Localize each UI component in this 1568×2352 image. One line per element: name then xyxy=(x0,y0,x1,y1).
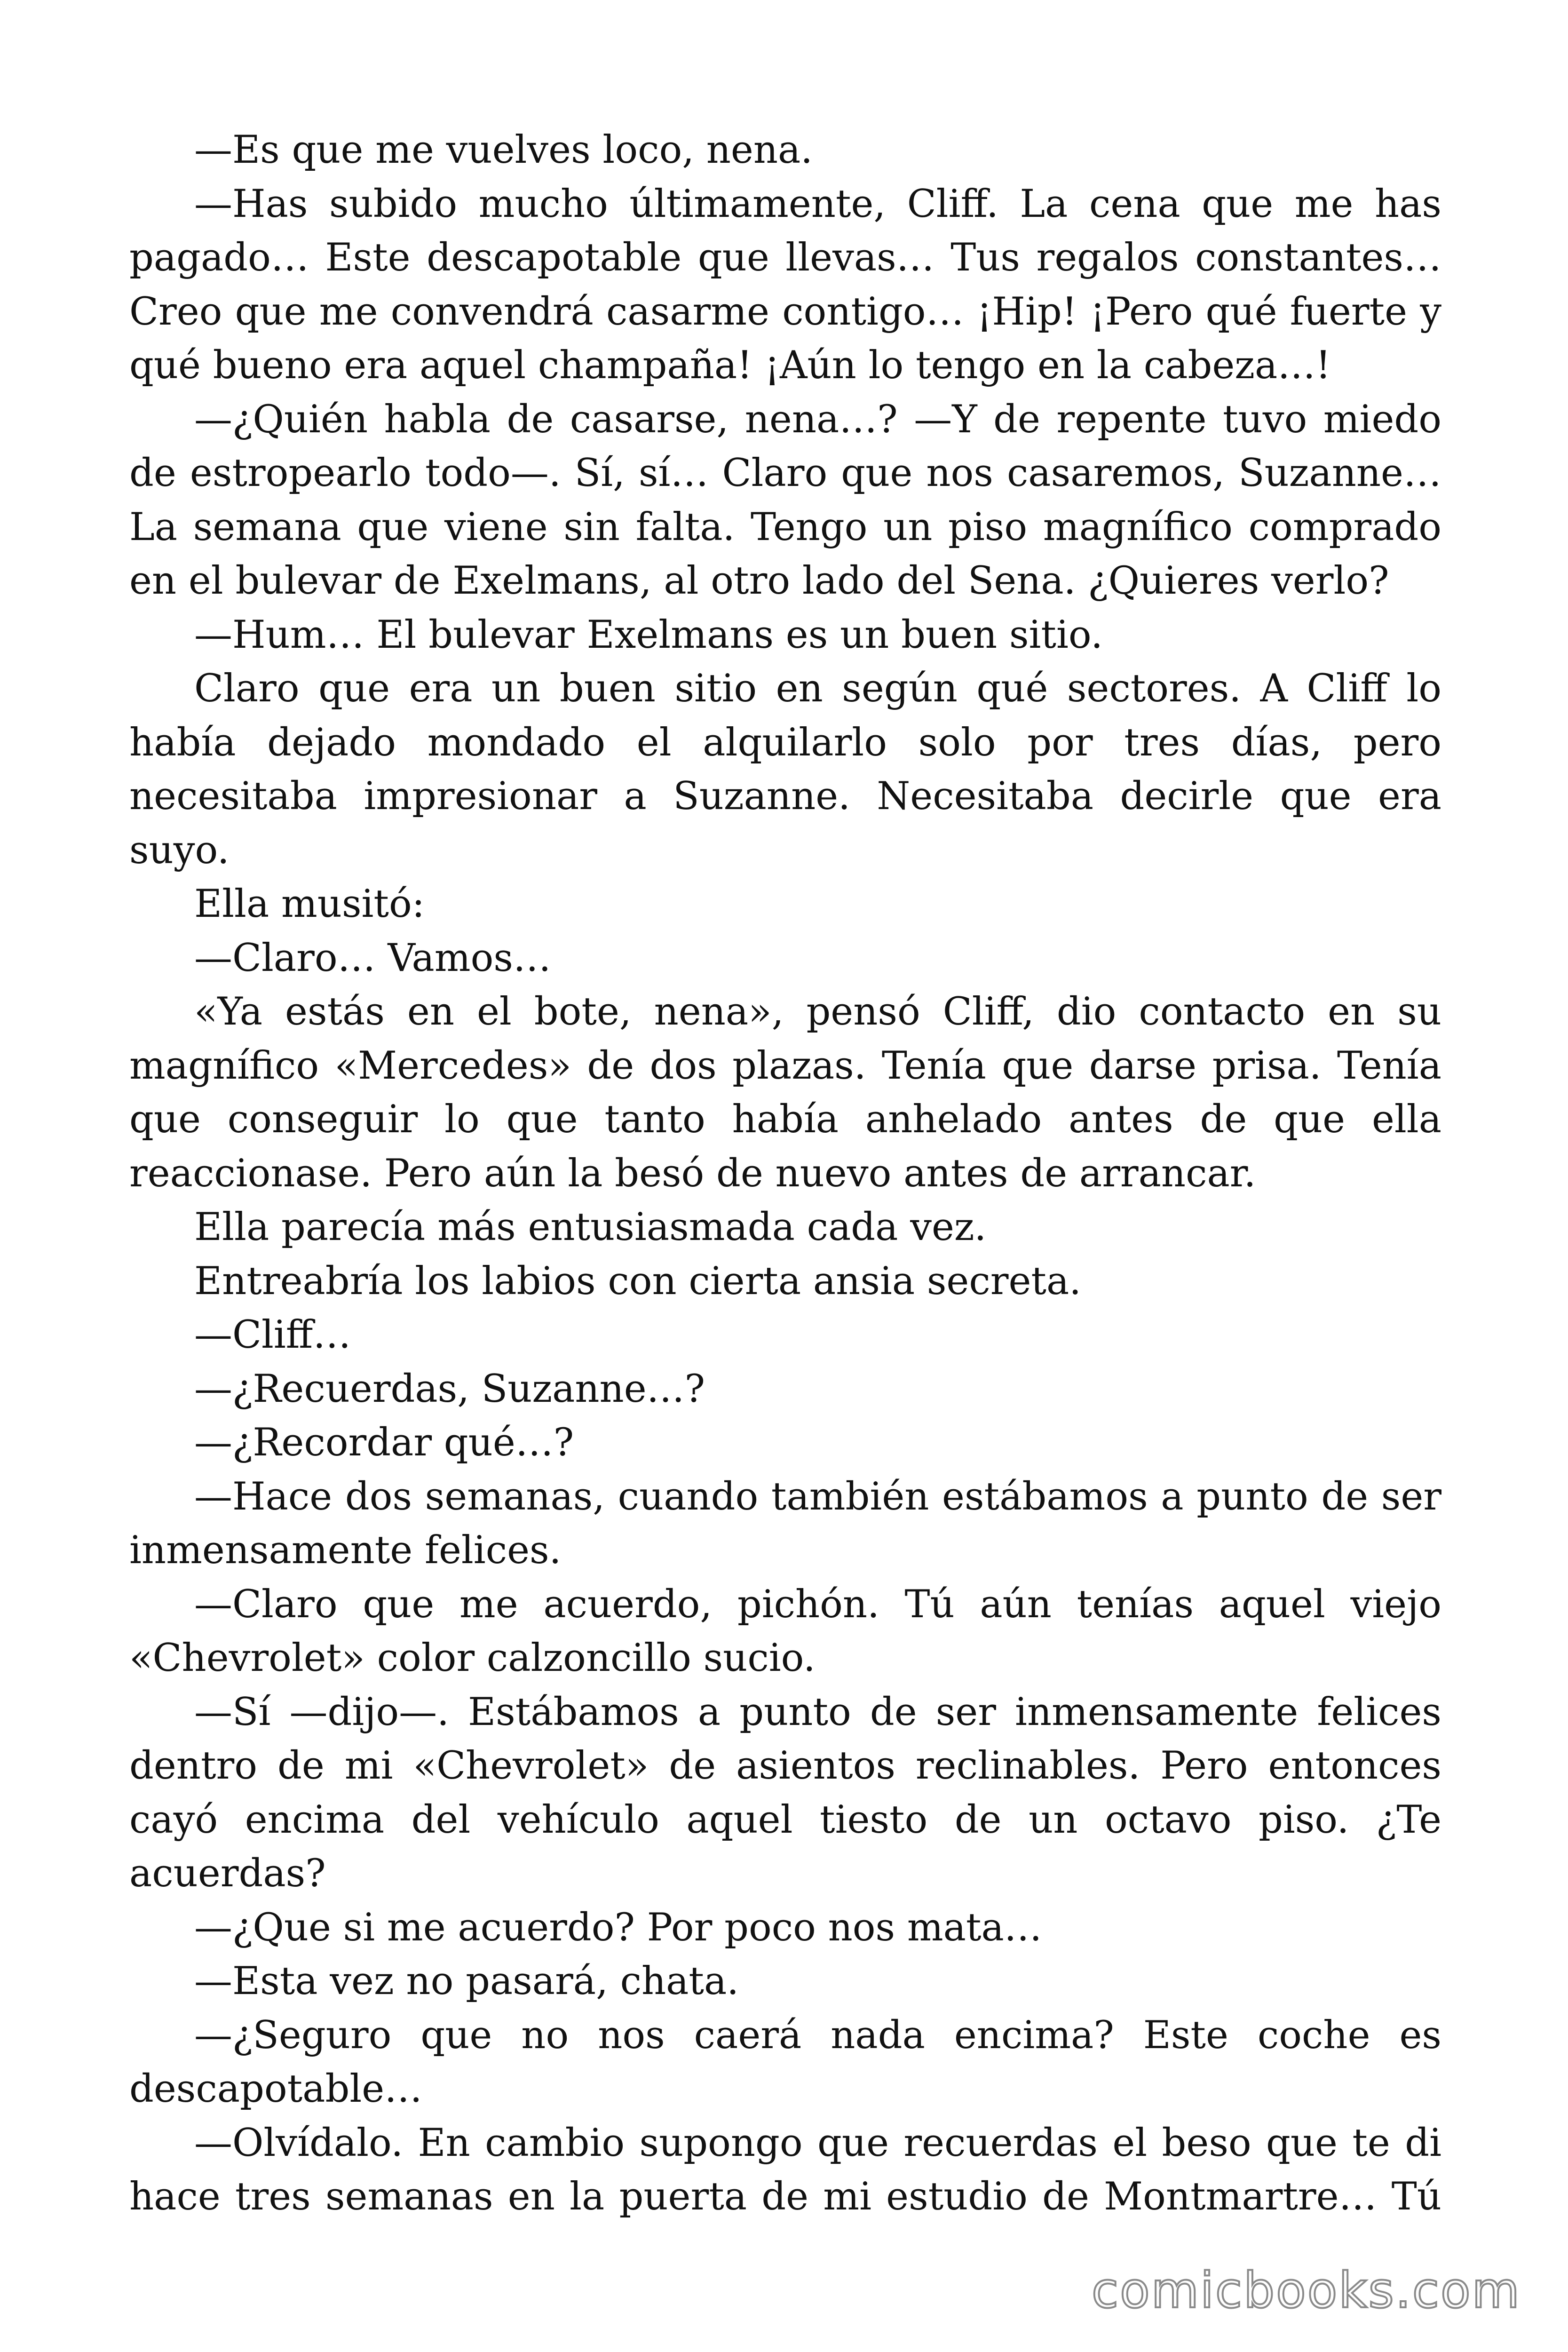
paragraph: Claro que era un buen sitio en según qué sectores. A Cliff lo había dejado mondado el alquilarlo solo por tres días, pero necesitaba impresionar a Suzanne. Necesitaba decirle que era suyo. xyxy=(129,667,1441,873)
paragraph: —Has subido mucho últimamente, Cliff. La cena que me has pagado… Este descapotable que llevas… Tus regalos constantes… Creo que me convendrá casarme contigo… ¡Hip! ¡Pero qué fuerte y qué bueno era aquel champaña! ¡Aún lo tengo en la cabeza…! xyxy=(129,182,1441,388)
paragraph: —¿Quién habla de casarse, nena…? —Y de repente tuvo miedo de estropearlo todo—. Sí, sí… Claro que nos casaremos, Suzanne… La semana que viene sin falta. Tengo un piso magnífico comprado en el bulevar de Exelmans, al otro lado del Sena. ¿Quieres verlo? xyxy=(129,397,1441,603)
paragraph-continued: —Olvídalo. En cambio supongo que recuerdas el beso que te di hace tres semanas en la puerta de mi estudio de Montmartre… Tú xyxy=(129,2121,1441,2219)
paragraph: —Hum… El bulevar Exelmans es un buen sitio. xyxy=(194,612,1103,657)
page-body-text xyxy=(129,123,1441,2224)
watermark-logo: comicbooks.com xyxy=(1091,2262,1521,2319)
paragraph: —Claro… Vamos… xyxy=(194,936,551,980)
paragraph: —Hace dos semanas, cuando también estábamos a punto de ser inmensamente felices. xyxy=(129,1474,1441,1573)
paragraph: —Es que me vuelves loco, nena. xyxy=(194,128,813,172)
paragraph: Entreabría los labios con cierta ansia secreta. xyxy=(194,1259,1081,1303)
paragraph: Ella parecía más entusiasmada cada vez. xyxy=(194,1205,987,1249)
paragraph: —Claro que me acuerdo, pichón. Tú aún tenías aquel viejo «Chevrolet» color calzoncillo sucio. xyxy=(129,1582,1441,1680)
paragraph: —¿Que si me acuerdo? Por poco nos mata… xyxy=(194,1905,1042,1950)
paragraph: —¿Recuerdas, Suzanne…? xyxy=(194,1367,705,1411)
paragraph: —¿Seguro que no nos caerá nada encima? Este coche es descapotable… xyxy=(129,2013,1441,2111)
paragraph: Ella musitó: xyxy=(194,882,425,926)
paragraph: —Cliff… xyxy=(194,1313,351,1357)
paragraph: «Ya estás en el bote, nena», pensó Cliff, dio contacto en su magnífico «Mercedes» de dos plazas. Tenía que darse prisa. Tenía que conseguir lo que tanto había anhelado antes de que ella reaccionase. Pero aún la besó de nuevo antes de arrancar. xyxy=(129,990,1441,1196)
paragraph: —Esta vez no pasará, chata. xyxy=(194,1959,739,2003)
paragraph: —¿Recordar qué…? xyxy=(194,1421,574,1465)
paragraph: —Sí —dijo—. Estábamos a punto de ser inmensamente felices dentro de mi «Chevrolet» de asientos reclinables. Pero entonces cayó encima del vehículo aquel tiesto de un octavo piso. ¿Te acuerdas? xyxy=(129,1690,1441,1896)
